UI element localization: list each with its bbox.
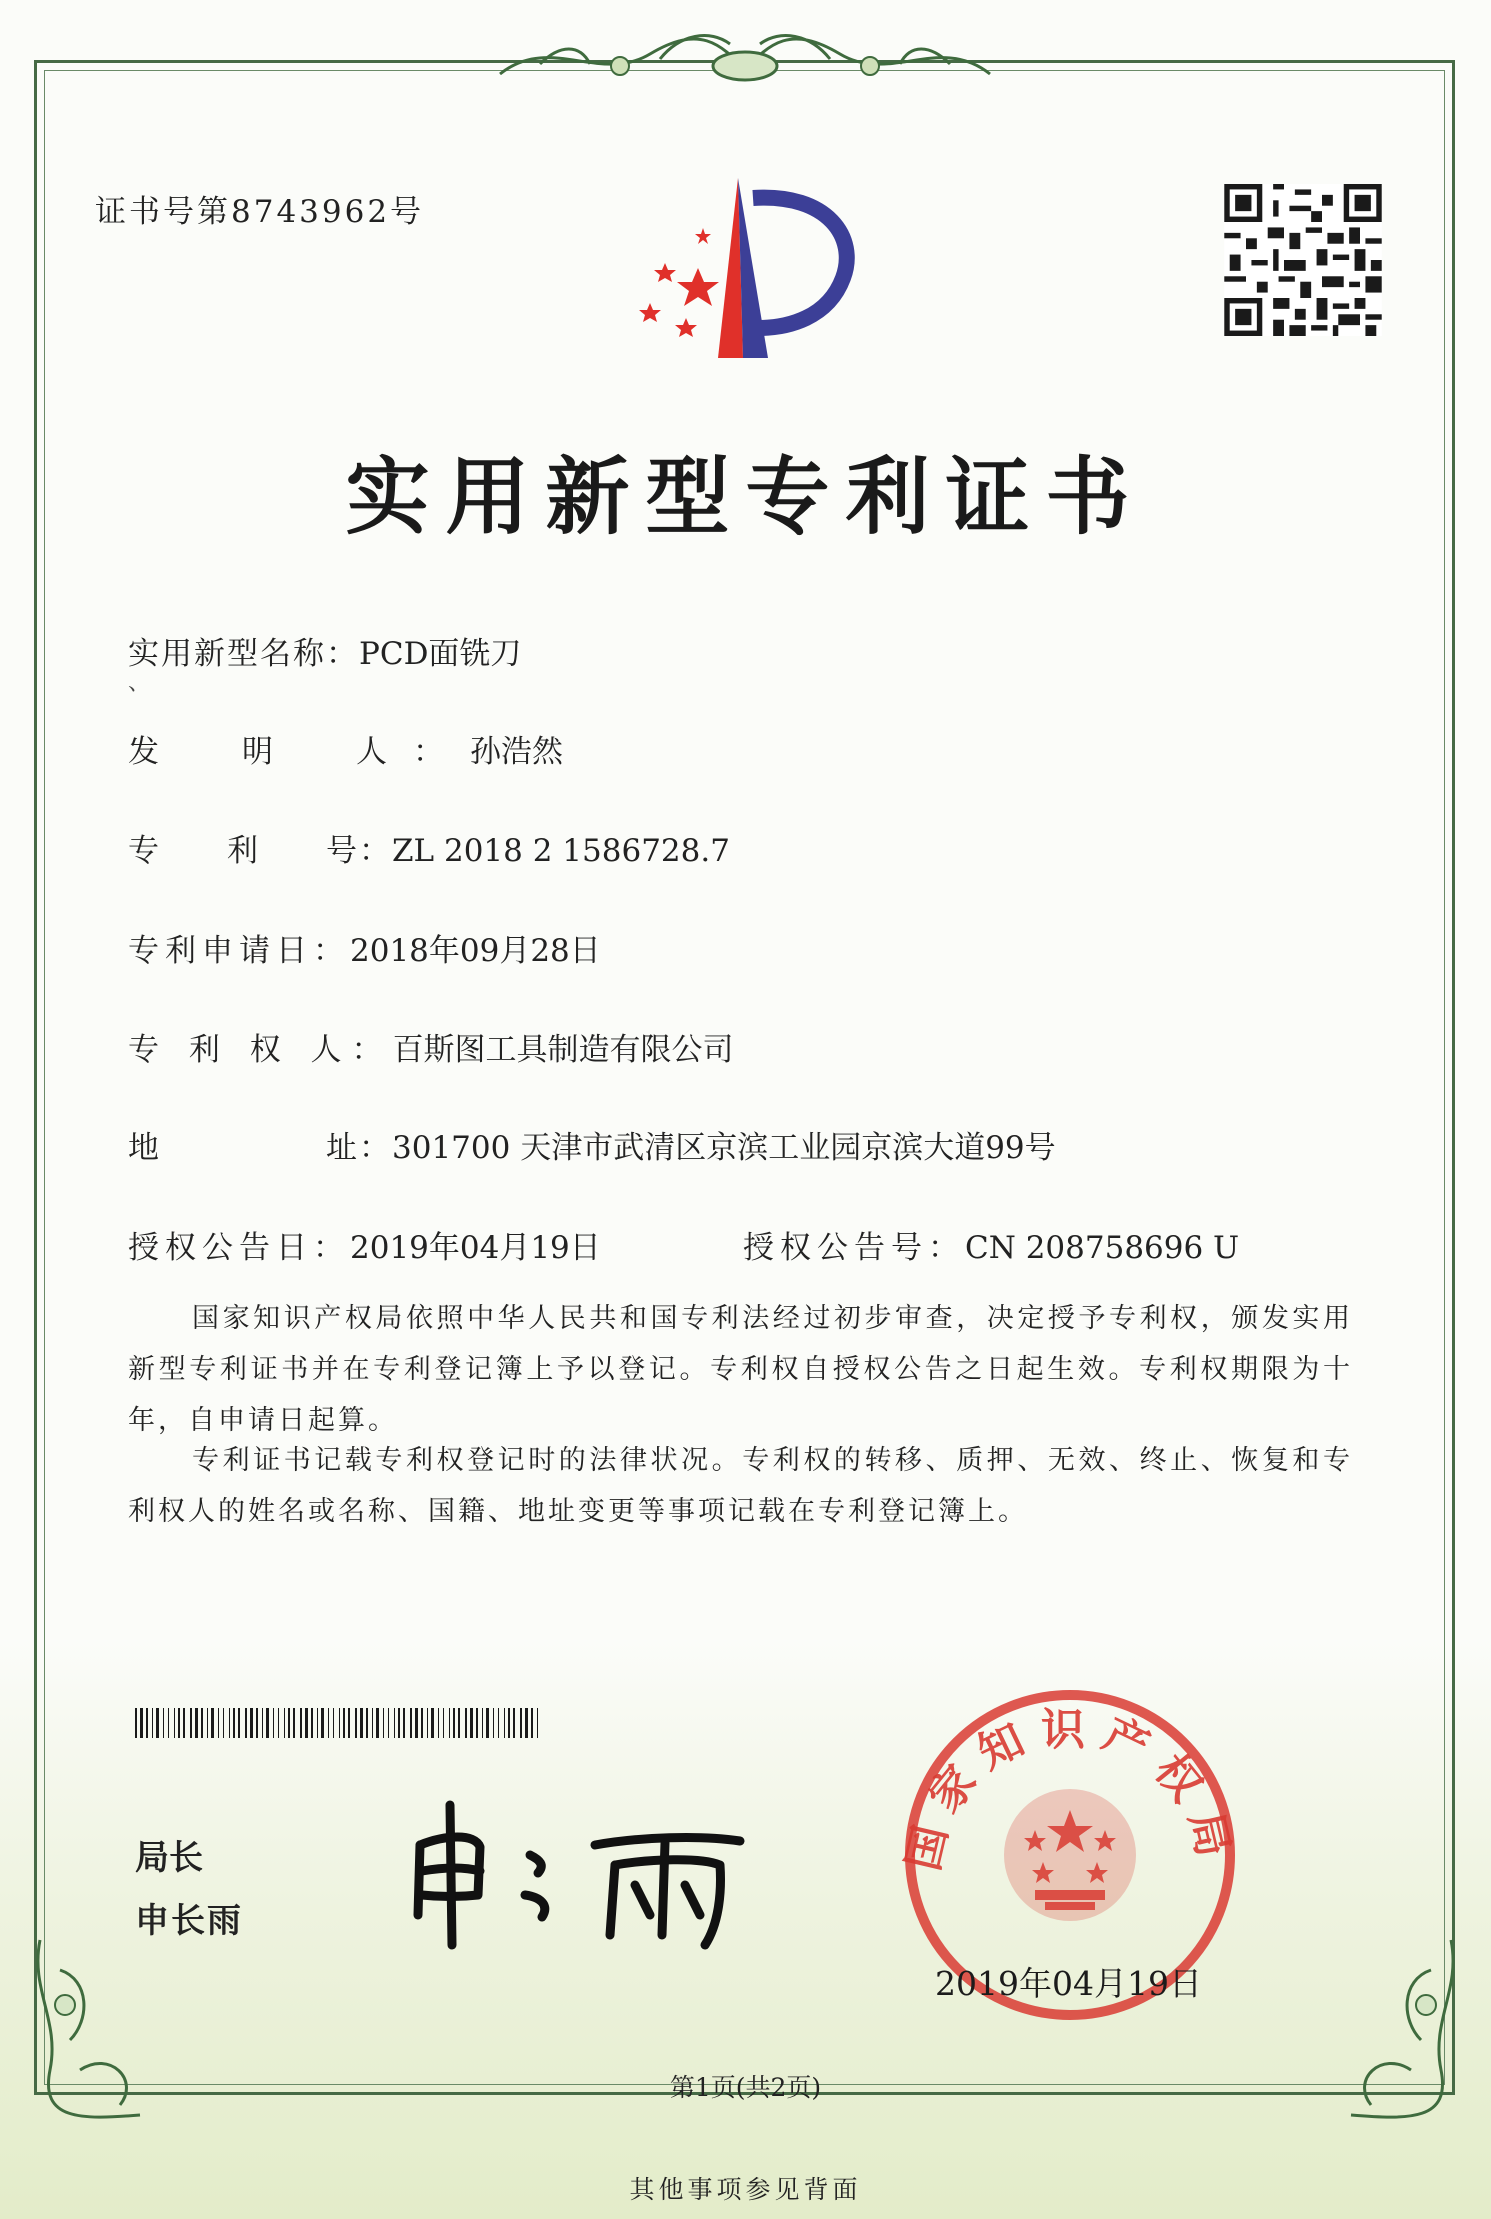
barcode-bar [152,1708,153,1738]
barcode [135,1708,545,1738]
barcode-bar [183,1708,185,1738]
barcode-bar [438,1708,439,1738]
barcode-bar [174,1708,175,1738]
field-value: ZL 2018 2 1586728.7 [392,833,730,869]
barcode-bar [498,1708,499,1738]
signatory-title: 局长 [135,1838,203,1878]
barcode-bar [238,1708,240,1738]
barcode-bar [537,1708,538,1738]
barcode-bar [493,1708,494,1738]
field-label: 实用新型名称： [128,636,359,672]
barcode-bar [266,1708,269,1738]
barcode-bar [317,1708,318,1738]
field-filing-date [128,925,601,970]
statement-paragraph-2: 专利证书记载专利权登记时的法律状况。专利权的转移、质押、无效、终止、恢复和专利权人的姓名或名称、国籍、地址变更等事项记载在专利登记簿上。 [128,1445,1353,1527]
barcode-bar [288,1708,290,1738]
field-patentee [128,1024,734,1069]
field-label: 地 址： [128,1130,392,1166]
barcode-bar [388,1708,389,1738]
barcode-bar [321,1708,324,1738]
barcode-bar [486,1708,489,1738]
field-label: 发 明 人： [128,734,470,770]
barcode-bar [443,1708,444,1738]
barcode-bar [513,1708,515,1738]
field-value: 孙浩然 [470,734,563,770]
barcode-bar [403,1708,405,1738]
barcode-bar [415,1708,418,1738]
qr-code [1224,184,1382,336]
barcode-bar [293,1708,295,1738]
barcode-bar [421,1708,423,1738]
barcode-bar [431,1708,434,1738]
field-label: 授权公告日： [128,1230,350,1266]
field-address [128,1122,1056,1167]
top-ornament [480,14,1010,104]
field-grant-date [128,1222,601,1267]
barcode-bar [245,1708,247,1738]
barcode-bar [262,1708,263,1738]
certificate-title: 实用新型专利证书 [345,447,1146,546]
barcode-bar [207,1708,208,1738]
barcode-bar [470,1708,473,1738]
barcode-bar [482,1708,483,1738]
barcode-bar [311,1708,313,1738]
barcode-bar [250,1708,253,1738]
barcode-bar [201,1708,203,1738]
barcode-bar [284,1708,285,1738]
stray-mark: 、 [128,671,151,696]
barcode-bar [458,1708,460,1738]
barcode-bar [218,1708,219,1738]
field-label: 专 利 号： [128,833,392,869]
page-number: 第1页(共2页) [669,2073,822,2102]
barcode-bar [178,1708,180,1738]
barcode-bar [333,1708,334,1738]
field-value: CN 208758696 U [965,1230,1240,1266]
field-value: 2019年04月19日 [350,1230,601,1266]
barcode-bar [140,1708,143,1738]
seal-text: 国家知识产权局 [897,1704,1243,1876]
barcode-bar [376,1708,379,1738]
barcode-bar [525,1708,528,1738]
barcode-bar [427,1708,428,1738]
field-value: 301700 天津市武清区京滨工业园京滨大道99号 [392,1130,1056,1166]
back-page-note: 其他事项参见背面 [629,2175,862,2204]
handwritten-signature [400,1785,760,1955]
barcode-bar [163,1708,164,1738]
barcode-bar [223,1708,224,1738]
barcode-bar [504,1708,505,1738]
barcode-bar [273,1708,274,1738]
barcode-bar [229,1708,230,1738]
barcode-bar [449,1708,450,1738]
barcode-bar [453,1708,455,1738]
field-grant-number [743,1222,1239,1267]
barcode-bar [508,1708,510,1738]
barcode-bar [195,1708,198,1738]
barcode-bar [339,1708,340,1738]
barcode-bar [328,1708,329,1738]
field-value: 2018年09月28日 [350,933,601,969]
field-inventor [128,726,563,771]
barcode-bar [190,1708,192,1738]
barcode-bar [278,1708,279,1738]
barcode-bar [300,1708,302,1738]
barcode-bar [410,1708,412,1738]
seal-date: 2019年04月19日 [935,1964,1202,2003]
barcode-bar [476,1708,478,1738]
barcode-bar [398,1708,400,1738]
field-label: 授权公告号： [743,1230,965,1266]
field-utility-model-name [128,628,521,673]
barcode-bar [366,1708,368,1738]
signatory-name: 申长雨 [135,1901,243,1941]
barcode-bar [211,1708,214,1738]
barcode-bar [146,1708,148,1738]
barcode-bar [383,1708,384,1738]
barcode-bar [520,1708,522,1738]
barcode-bar [394,1708,395,1738]
barcode-bar [531,1708,533,1738]
barcode-bar [305,1708,308,1738]
barcode-bar [348,1708,350,1738]
field-label: 专利申请日： [128,933,350,969]
barcode-bar [233,1708,235,1738]
barcode-bar [168,1708,169,1738]
field-value: PCD面铣刀 [359,636,522,672]
barcode-bar [465,1708,467,1738]
field-label: 专 利 权 人： [128,1032,393,1068]
barcode-bar [372,1708,373,1738]
barcode-bar [156,1708,159,1738]
barcode-bar [256,1708,258,1738]
patent-office-logo [618,178,878,358]
certificate-number: 证书号第8743962号 [95,194,425,230]
barcode-bar [360,1708,363,1738]
field-patent-number [128,825,730,870]
barcode-bar [343,1708,345,1738]
field-value: 百斯图工具制造有限公司 [392,1032,734,1068]
barcode-bar [135,1708,137,1738]
barcode-bar [355,1708,357,1738]
statement-paragraph-1: 国家知识产权局依照中华人民共和国专利法经过初步审查，决定授予专利权，颁发实用新型专利证书并在专利登记簿上予以登记。专利权自授权公告之日起生效。专利权期限为十年，自申请日起算。 [128,1303,1353,1436]
